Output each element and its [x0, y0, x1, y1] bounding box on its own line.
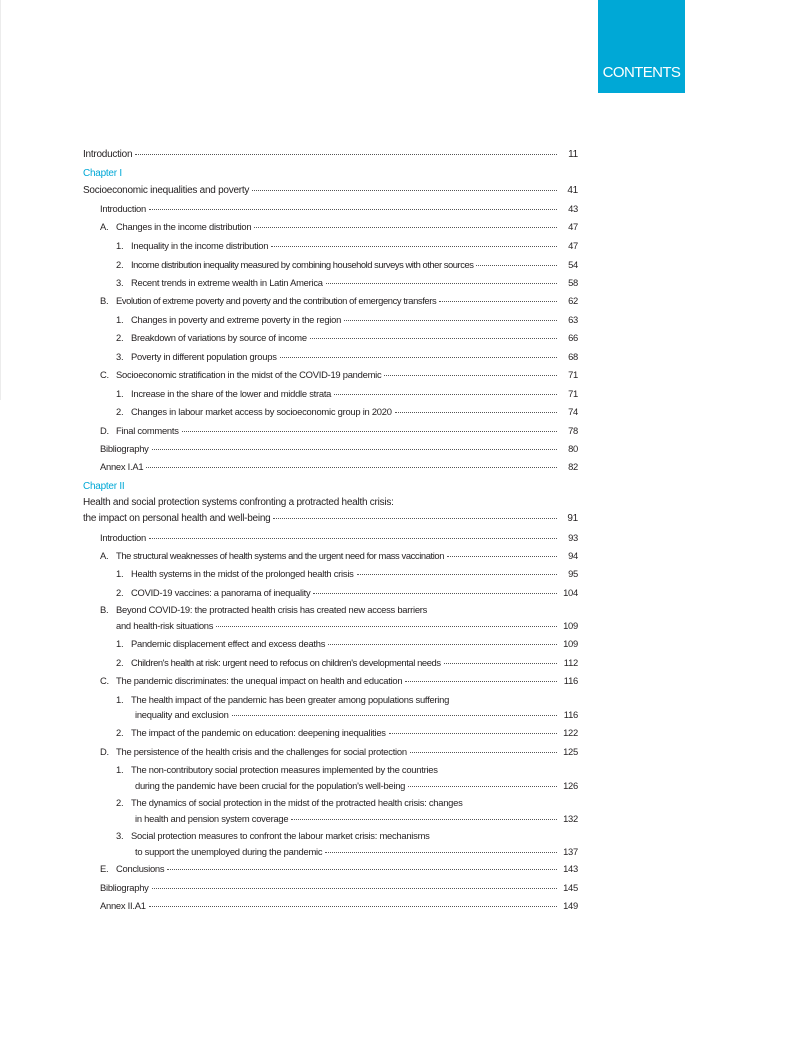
toc-leader-dots — [182, 431, 557, 432]
toc-entry-ch2-c1-line1[interactable] — [116, 693, 578, 706]
toc-entry-ch1-b1[interactable] — [116, 313, 578, 326]
toc-entry-number: 2. — [116, 259, 124, 270]
toc-entry-number: 2. — [116, 727, 124, 738]
toc-page-number: 132 — [563, 813, 578, 824]
toc-entry-label: The pandemic discriminates: the unequal impact on health and education — [116, 675, 403, 686]
toc-entry-label: Conclusions — [116, 863, 165, 874]
toc-entry-label: Final comments — [116, 425, 179, 436]
toc-entry-ch2-c1[interactable] — [135, 708, 578, 721]
toc-entry-ch2-section-c[interactable] — [100, 674, 578, 687]
toc-entry-label: Increase in the share of the lower and middle strata — [131, 388, 332, 399]
toc-leader-dots — [476, 265, 557, 266]
toc-page-number: 66 — [568, 332, 578, 343]
toc-page-number: 91 — [567, 513, 578, 524]
toc-entry-label: Socioeconomic inequalities and poverty — [83, 185, 250, 196]
toc-entry-label: Health and social protection systems confronting a protracted health crisis: — [83, 497, 394, 508]
chapter-1-label: Chapter I — [83, 168, 122, 179]
toc-leader-dots — [271, 246, 557, 247]
toc-page-number: 137 — [563, 846, 578, 857]
toc-entry-label: Changes in the income distribution — [116, 221, 252, 232]
toc-entry-label: Evolution of extreme poverty and poverty and the contribution of emergency transfers — [116, 295, 437, 306]
toc-page-number: 94 — [568, 550, 578, 561]
toc-leader-dots — [252, 190, 557, 191]
toc-entry-label: The persistence of the health crisis and the challenges for social protection — [116, 746, 407, 757]
toc-entry-number: 2. — [116, 406, 124, 417]
toc-page-number: 82 — [568, 461, 578, 472]
toc-entry-number: 1. — [116, 694, 124, 705]
toc-entry-ch1-a2[interactable] — [116, 258, 578, 271]
toc-leader-dots — [310, 338, 557, 339]
toc-leader-dots — [405, 681, 557, 682]
toc-leader-dots — [410, 752, 557, 753]
toc-page-number: 47 — [568, 221, 578, 232]
toc-leader-dots — [447, 556, 557, 557]
toc-entry-label: Income distribution inequality measured by combining household surveys with other sources — [131, 259, 474, 270]
toc-leader-dots — [313, 593, 557, 594]
toc-entry-ch1-section-c[interactable] — [100, 368, 578, 381]
toc-entry-ch2-d2[interactable] — [135, 812, 578, 825]
toc-leader-dots — [149, 538, 557, 539]
toc-entry-ch1-c2[interactable] — [116, 405, 578, 418]
toc-entry-label: during the pandemic have been crucial for the population's well-being — [135, 780, 406, 791]
toc-entry-label: The structural weaknesses of health systems and the urgent need for mass vaccination — [116, 550, 445, 561]
toc-entry-label: Bibliography — [100, 882, 149, 893]
toc-page-number: 93 — [568, 532, 578, 543]
toc-entry-ch2-introduction[interactable] — [100, 531, 578, 544]
toc-leader-dots — [357, 574, 557, 575]
toc-entry-ch2-section-e[interactable] — [100, 862, 578, 875]
toc-entry-number: 1. — [116, 568, 124, 579]
toc-entry-ch2-c2[interactable] — [116, 726, 578, 739]
toc-entry-label: COVID-19 vaccines: a panorama of inequality — [131, 587, 311, 598]
toc-entry-label: in health and pension system coverage — [135, 813, 289, 824]
toc-entry-ch1-section-a[interactable] — [100, 220, 578, 233]
toc-entry-number: B. — [100, 295, 109, 306]
toc-entry-ch1-introduction[interactable] — [100, 202, 578, 215]
toc-entry-label: The impact of the pandemic on education: deepening inequalities — [131, 727, 386, 738]
toc-entry-label: Poverty in different population groups — [131, 351, 277, 362]
toc-entry-number: E. — [100, 863, 109, 874]
toc-page-number: 41 — [567, 185, 578, 196]
toc-leader-dots — [408, 786, 557, 787]
toc-entry-number: D. — [100, 425, 109, 436]
toc-entry-label: Beyond COVID-19: the protracted health crisis has created new access barriers — [116, 604, 428, 615]
toc-entry-label: Introduction — [100, 203, 146, 214]
toc-entry-label: inequality and exclusion — [135, 709, 229, 720]
toc-entry-ch2-b1[interactable] — [116, 637, 578, 650]
toc-entry-number: B. — [100, 604, 109, 615]
toc-leader-dots — [254, 227, 557, 228]
toc-entry-ch2-section-d[interactable] — [100, 745, 578, 758]
toc-leader-dots — [384, 375, 557, 376]
toc-entry-label: Socioeconomic stratification in the midst of the COVID-19 pandemic — [116, 369, 382, 380]
toc-entry-label: Changes in poverty and extreme poverty in the region — [131, 314, 342, 325]
toc-entry-number: A. — [100, 221, 109, 232]
toc-page-number: 43 — [568, 203, 578, 214]
toc-page-number: 58 — [568, 277, 578, 288]
toc-entry-label: Changes in labour market access by socioeconomic group in 2020 — [131, 406, 392, 417]
toc-page-number: 145 — [563, 882, 578, 893]
toc-entry-ch2-annex[interactable] — [100, 899, 578, 912]
toc-entry-label: The health impact of the pandemic has been greater among populations suffering — [131, 694, 450, 705]
toc-entry-ch2-a1[interactable] — [116, 567, 578, 580]
toc-page-number: 125 — [563, 746, 578, 757]
toc-leader-dots — [326, 283, 557, 284]
toc-entry-ch1-b2[interactable] — [116, 331, 578, 344]
toc-leader-dots — [291, 819, 557, 820]
toc-entry-label: to support the unemployed during the pandemic — [135, 846, 323, 857]
toc-entry-label: Introduction — [83, 149, 133, 160]
toc-entry-label: Annex I.A1 — [100, 461, 144, 472]
toc-entry-ch2-d1[interactable] — [135, 779, 578, 792]
toc-leader-dots — [152, 888, 557, 889]
toc-leader-dots — [325, 852, 557, 853]
toc-page-number: 95 — [568, 568, 578, 579]
toc-leader-dots — [389, 733, 557, 734]
toc-entry-ch2-a2[interactable] — [116, 586, 578, 599]
toc-entry-ch1-c1[interactable] — [116, 387, 578, 400]
contents-tab-label: CONTENTS — [602, 64, 681, 81]
toc-entry-number: 3. — [116, 277, 124, 288]
toc-entry-label: Recent trends in extreme wealth in Latin America — [131, 277, 323, 288]
toc-entry-number: 1. — [116, 638, 124, 649]
toc-entry-number: 2. — [116, 657, 124, 668]
toc-entry-number: 1. — [116, 240, 124, 251]
toc-entry-label: The dynamics of social protection in the midst of the protracted health crisis: changes — [131, 797, 463, 808]
toc-leader-dots — [216, 626, 557, 627]
toc-entry-label: The non-contributory social protection measures implemented by the countries — [131, 764, 438, 775]
toc-leader-dots — [328, 644, 557, 645]
toc-page-number: 47 — [568, 240, 578, 251]
toc-page-number: 126 — [563, 780, 578, 791]
toc-entry-label: Breakdown of variations by source of income — [131, 332, 307, 343]
toc-entry-ch1-section-b[interactable] — [100, 294, 578, 307]
toc-entry-label: Annex II.A1 — [100, 900, 146, 911]
toc-entry-number: C. — [100, 369, 109, 380]
toc-page-number: 122 — [563, 727, 578, 738]
toc-leader-dots — [280, 357, 557, 358]
toc-leader-dots — [395, 412, 557, 413]
chapter-2-label: Chapter II — [83, 481, 125, 492]
toc-entry-ch2-section-b[interactable] — [116, 619, 578, 632]
toc-leader-dots — [149, 209, 557, 210]
toc-entry-label: and health-risk situations — [116, 620, 214, 631]
toc-page-number: 63 — [568, 314, 578, 325]
toc-entry-ch2-d3[interactable] — [135, 845, 578, 858]
toc-entry-chapter-1-title[interactable] — [83, 184, 578, 197]
toc-entry-ch2-d1-line1[interactable] — [116, 763, 578, 776]
toc-leader-dots — [344, 320, 557, 321]
toc-entry-chapter-2-title-line1[interactable] — [83, 496, 578, 509]
toc-page-number: 62 — [568, 295, 578, 306]
toc-entry-ch2-section-a[interactable] — [100, 549, 578, 562]
toc-page-number: 116 — [563, 675, 578, 686]
toc-entry-number: 2. — [116, 587, 124, 598]
toc-entry-number: 2. — [116, 332, 124, 343]
toc-entry-label: Bibliography — [100, 443, 149, 454]
toc-leader-dots — [232, 715, 557, 716]
toc-page-number: 109 — [563, 620, 578, 631]
toc-entry-ch1-annex[interactable] — [100, 460, 578, 473]
toc-entry-label: Social protection measures to confront the labour market crisis: mechanisms — [131, 830, 430, 841]
toc-entry-number: 2. — [116, 797, 124, 808]
toc-entry-label: Pandemic displacement effect and excess deaths — [131, 638, 326, 649]
toc-page-number: 54 — [568, 259, 578, 270]
toc-page-number: 71 — [568, 369, 578, 380]
toc-page-number: 104 — [563, 587, 578, 598]
toc-entry-chapter-2-title[interactable] — [83, 512, 578, 525]
toc-entry-ch2-b2[interactable] — [116, 656, 578, 669]
toc-page-number: 71 — [568, 388, 578, 399]
toc-leader-dots — [152, 449, 557, 450]
toc-leader-dots — [439, 301, 557, 302]
toc-entry-number: 3. — [116, 830, 124, 841]
toc-entry-label: Introduction — [100, 532, 146, 543]
toc-page-number: 112 — [563, 657, 578, 668]
toc-entry-label: Inequality in the income distribution — [131, 240, 269, 251]
toc-page-number: 149 — [563, 900, 578, 911]
toc-entry-ch2-d3-line1[interactable] — [116, 829, 578, 842]
toc-entry-number: A. — [100, 550, 109, 561]
toc-page-number: 109 — [563, 638, 578, 649]
toc-page-number: 74 — [568, 406, 578, 417]
toc-leader-dots — [444, 663, 557, 664]
toc-entry-number: 1. — [116, 764, 124, 775]
toc-page-number: 78 — [568, 425, 578, 436]
toc-entry-label: Children's health at risk: urgent need to refocus on children's developmental needs — [131, 657, 441, 668]
toc-entry-number: C. — [100, 675, 109, 686]
toc-entry-introduction[interactable] — [83, 148, 578, 161]
toc-leader-dots — [135, 154, 557, 155]
toc-page-number: 143 — [563, 863, 578, 874]
toc-leader-dots — [167, 869, 557, 870]
toc-entry-ch1-section-d[interactable] — [100, 424, 578, 437]
toc-entry-ch1-a1[interactable] — [116, 239, 578, 252]
toc-entry-ch1-a3[interactable] — [116, 276, 578, 289]
toc-page-number: 116 — [563, 709, 578, 720]
toc-entry-number: 1. — [116, 388, 124, 399]
toc-page-number: 68 — [568, 351, 578, 362]
toc-leader-dots — [149, 906, 557, 907]
toc-leader-dots — [146, 467, 557, 468]
toc-entry-ch2-bibliography[interactable] — [100, 881, 578, 894]
toc-page-number: 11 — [568, 149, 578, 160]
toc-entry-number: D. — [100, 746, 109, 757]
toc-entry-ch2-d2-line1[interactable] — [116, 796, 578, 809]
toc-entry-ch1-bibliography[interactable] — [100, 442, 578, 455]
toc-leader-dots — [334, 394, 557, 395]
toc-entry-ch1-b3[interactable] — [116, 350, 578, 363]
toc-entry-number: 1. — [116, 314, 124, 325]
toc-entry-number: 3. — [116, 351, 124, 362]
toc-leader-dots — [273, 518, 557, 519]
toc-entry-label: Health systems in the midst of the prolonged health crisis — [131, 568, 354, 579]
toc-entry-ch2-section-b-line1[interactable] — [100, 603, 578, 616]
toc-entry-label: the impact on personal health and well-being — [83, 513, 271, 524]
toc-page-number: 80 — [568, 443, 578, 454]
